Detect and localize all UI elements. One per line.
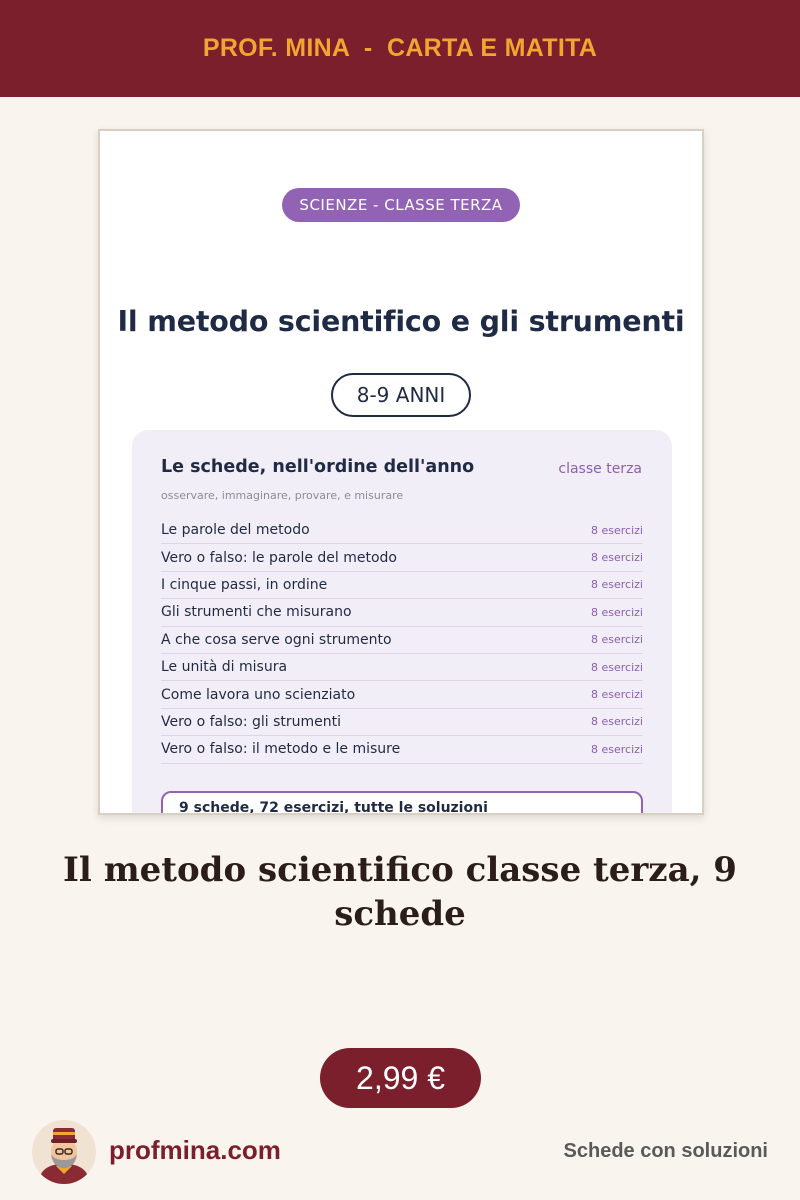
sheet-exercise-count: 8 esercizi <box>591 551 643 565</box>
sheet-name: Vero o falso: gli strumenti <box>161 713 342 730</box>
sheet-exercise-count: 8 esercizi <box>591 742 643 756</box>
sheet-name: Le parole del metodo <box>161 522 310 539</box>
top-banner <box>0 0 800 97</box>
sheet-exercise-count: 8 esercizi <box>591 633 643 647</box>
sheet-row <box>161 709 643 736</box>
age-badge: 8-9 ANNI <box>331 373 471 417</box>
sheet-row <box>161 572 643 599</box>
sheet-name: I cinque passi, in ordine <box>161 576 328 593</box>
sheet-exercise-count: 8 esercizi <box>591 578 643 592</box>
sheet-row <box>161 544 643 571</box>
panel-heading: Le schede, nell'ordine dell'anno <box>161 457 475 477</box>
sheet-name: Vero o falso: le parole del metodo <box>161 549 397 566</box>
sheet-row <box>161 627 643 654</box>
sheet-name: A che cosa serve ogni strumento <box>161 631 392 648</box>
subject-badge: SCIENZE - CLASSE TERZA <box>282 188 520 222</box>
sheet-exercise-count: 8 esercizi <box>591 715 643 729</box>
worksheet-preview-card[interactable] <box>98 129 704 815</box>
sheet-row <box>161 599 643 626</box>
site-link[interactable]: profmina.com <box>109 1135 281 1165</box>
sheet-row <box>161 654 643 681</box>
sheet-name: Vero o falso: il metodo e le misure <box>161 741 401 758</box>
sheet-list <box>161 517 643 764</box>
product-title: Il metodo scientifico classe terza, 9 schede <box>63 850 737 934</box>
sheet-row <box>161 517 643 544</box>
sheet-row <box>161 681 643 708</box>
teacher-avatar-icon <box>32 1120 96 1184</box>
sheets-panel <box>132 430 672 815</box>
brand-title: PROF. MINA - CARTA E MATITA <box>202 34 598 62</box>
class-tag: classe terza <box>558 461 642 477</box>
price-badge[interactable]: 2,99 € <box>320 1048 481 1108</box>
summary-box <box>161 791 643 815</box>
sheet-name: Come lavora uno scienziato <box>161 686 356 703</box>
sheet-row <box>161 736 643 763</box>
summary-text: 9 schede, 72 esercizi, tutte le soluzioni <box>179 800 488 815</box>
sheet-exercise-count: 8 esercizi <box>591 688 643 702</box>
footer-tagline: Schede con soluzioni <box>563 1140 768 1162</box>
sheet-exercise-count: 8 esercizi <box>591 523 643 537</box>
sheet-exercise-count: 8 esercizi <box>591 660 643 674</box>
sheet-name: Gli strumenti che misurano <box>161 604 352 621</box>
worksheet-title: Il metodo scientifico e gli strumenti <box>117 305 685 338</box>
sheet-name: Le unità di misura <box>161 659 288 676</box>
panel-subtitle: osservare, immaginare, provare, e misurare <box>161 489 404 502</box>
sheet-exercise-count: 8 esercizi <box>591 605 643 619</box>
